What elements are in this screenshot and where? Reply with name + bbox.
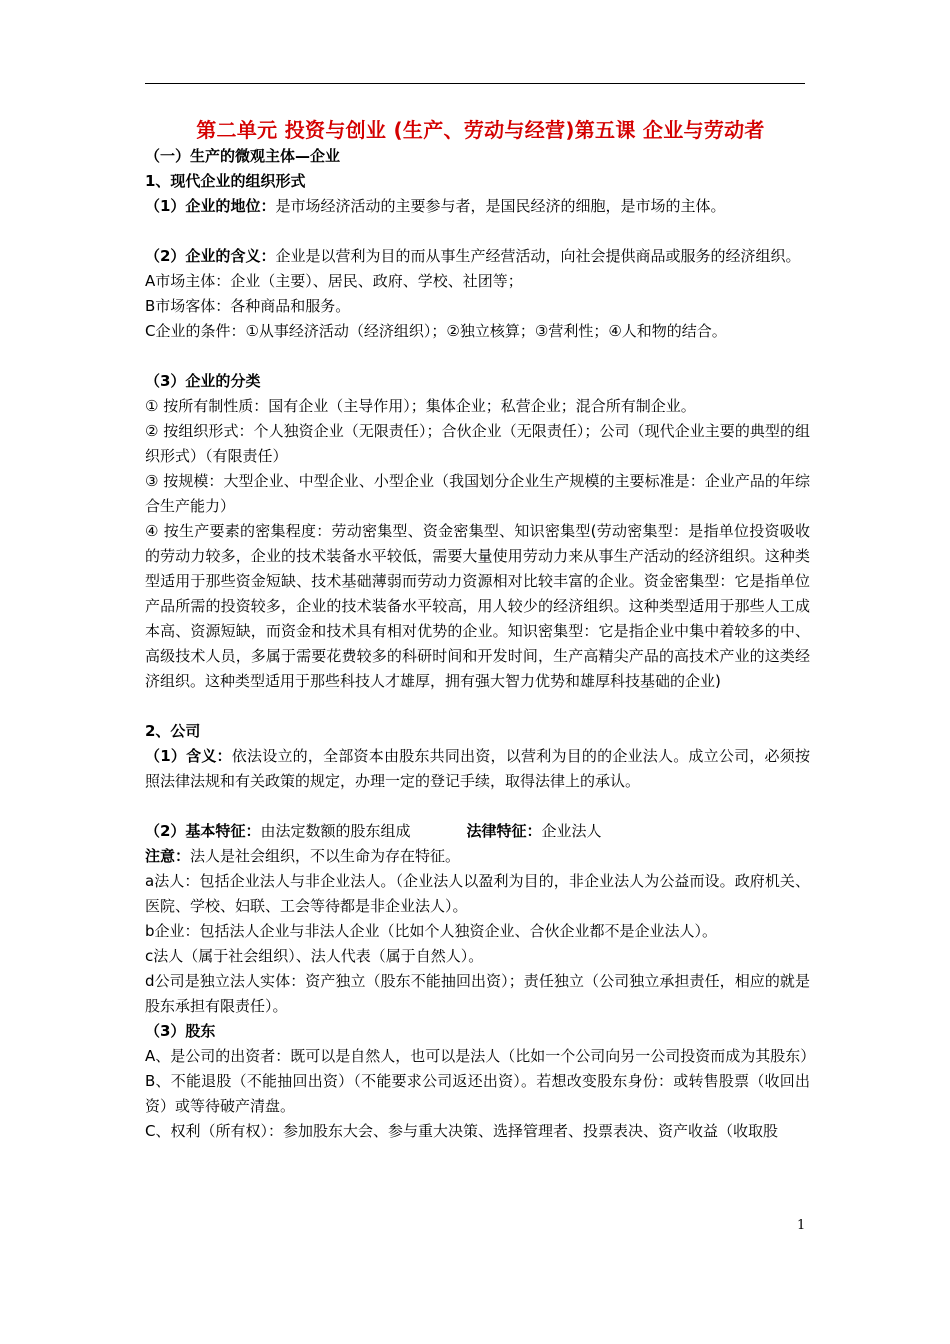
page-number: 1 xyxy=(797,1218,806,1233)
list-item: B市场客体：各种商品和服务。 xyxy=(145,297,351,315)
paragraph-text: 企业是以营利为目的而从事生产经营活动，向社会提供商品或服务的经济组织。 xyxy=(275,247,801,265)
paragraph-text: 由法定数额的股东组成 xyxy=(260,822,411,840)
subsection-heading: 1、现代企业的组织形式 xyxy=(145,172,306,190)
paragraph-company-meaning xyxy=(145,744,810,794)
list-item: ③ 按规模：大型企业、中型企业、小型企业（我国划分企业生产规模的主要标准是：企业产品的年综合生产能力） xyxy=(145,472,810,515)
list-item: B、不能退股（不能抽回出资）（不能要求公司返还出资）。若想改变股东身份：或转售股票（收回出资）或等待破产清盘。 xyxy=(145,1072,810,1115)
list-item: C、权利（所有权）：参加股东大会、参与重大决策、选择管理者、投票表决、资产收益（收取股 xyxy=(145,1122,778,1140)
spacer xyxy=(145,344,810,369)
paragraph-label: （3）企业的分类 xyxy=(145,372,261,390)
paragraph-text: 企业法人 xyxy=(541,822,602,840)
paragraph-company-features xyxy=(145,819,810,844)
list-item: ① 按所有制性质：国有企业（主导作用）；集体企业；私营企业；混合所有制企业。 xyxy=(145,397,696,415)
list-item: c法人（属于社会组织）、法人代表（属于自然人）。 xyxy=(145,947,484,965)
list-item: a法人：包括企业法人与非企业法人。（企业法人以盈利为目的，非企业法人为公益而设。政府机关、医院、学校、妇联、工会等待都是非企业法人）。 xyxy=(145,872,810,915)
paragraph-text: 是市场经济活动的主要参与者，是国民经济的细胞，是市场的主体。 xyxy=(275,197,726,215)
list-item: A、是公司的出资者：既可以是自然人，也可以是法人（比如一个公司向另一公司投资而成为其股东） xyxy=(145,1047,816,1065)
section-heading: （一）生产的微观主体—企业 xyxy=(145,147,341,165)
paragraph-label: （1）企业的地位： xyxy=(145,197,276,215)
document-title: 第二单元 投资与创业 (生产、劳动与经营)第五课 企业与劳动者 xyxy=(196,118,765,142)
spacer xyxy=(145,219,810,244)
list-item: b企业：包括法人企业与非法人企业（比如个人独资企业、合伙企业都不是企业法人）。 xyxy=(145,922,718,940)
list-item: ② 按组织形式：个人独资企业（无限责任）；合伙企业（无限责任）；公司（现代企业主要的典型的组织形式）（有限责任） xyxy=(145,422,810,465)
paragraph-text: 依法设立的，全部资本由股东共同出资，以营利为目的的企业法人。成立公司，必须按照法律法规和有关政策的规定，办理一定的登记手续，取得法律上的承认。 xyxy=(145,747,810,790)
list-item: A市场主体：企业（主要）、居民、政府、学校、社团等； xyxy=(145,272,523,290)
paragraph-enterprise-meaning xyxy=(145,244,810,269)
paragraph-label: （1）含义： xyxy=(145,747,232,765)
paragraph-enterprise-status xyxy=(145,194,810,219)
document-body xyxy=(145,116,816,1144)
paragraph-label: 注意： xyxy=(145,847,191,865)
list-item: d公司是独立法人实体：资产独立（股东不能抽回出资）；责任独立（公司独立承担责任，相应的就是股东承担有限责任）。 xyxy=(145,972,810,1015)
paragraph-note xyxy=(145,844,810,869)
spacer xyxy=(145,794,810,819)
paragraph-label: （2）企业的含义： xyxy=(145,247,276,265)
paragraph-text: 法人是社会组织，不以生命为存在特征。 xyxy=(190,847,461,865)
spacer xyxy=(145,694,810,719)
paragraph-label: （3）股东 xyxy=(145,1022,216,1040)
paragraph-label: （2）基本特征： xyxy=(145,822,261,840)
list-item: ④ 按生产要素的密集程度：劳动密集型、资金密集型、知识密集型(劳动密集型：是指单位投资吸收的劳动力较多，企业的技术装备水平较低，需要大量使用劳动力来从事生产活动的经济组织。这种类型适用于那些资金短缺、技术基础薄弱而劳动力资源相对比较丰富的企业。资金密集型：它是指单位产品所需的投资较多，企业的技术装备水平较高，用人较少的经济组织。这种类型适用于那些人工成本高、资源短缺，而资金和技术具有相对优势的企业。知识密集型：它是指企业中集中着较多的中、高级技术人员，多属于需要花费较多的科研时间和开发时间，生产高精尖产品的高技术产业的这类经济组织。这种类型适用于那些科技人才雄厚，拥有强大智力优势和雄厚科技基础的企业) xyxy=(145,522,810,690)
paragraph-label: 法律特征： xyxy=(466,822,542,840)
header-rule xyxy=(145,83,805,84)
list-item: C企业的条件：①从事经济活动（经济组织）；②独立核算；③营利性；④人和物的结合。 xyxy=(145,322,727,340)
subsection-heading: 2、公司 xyxy=(145,722,201,740)
